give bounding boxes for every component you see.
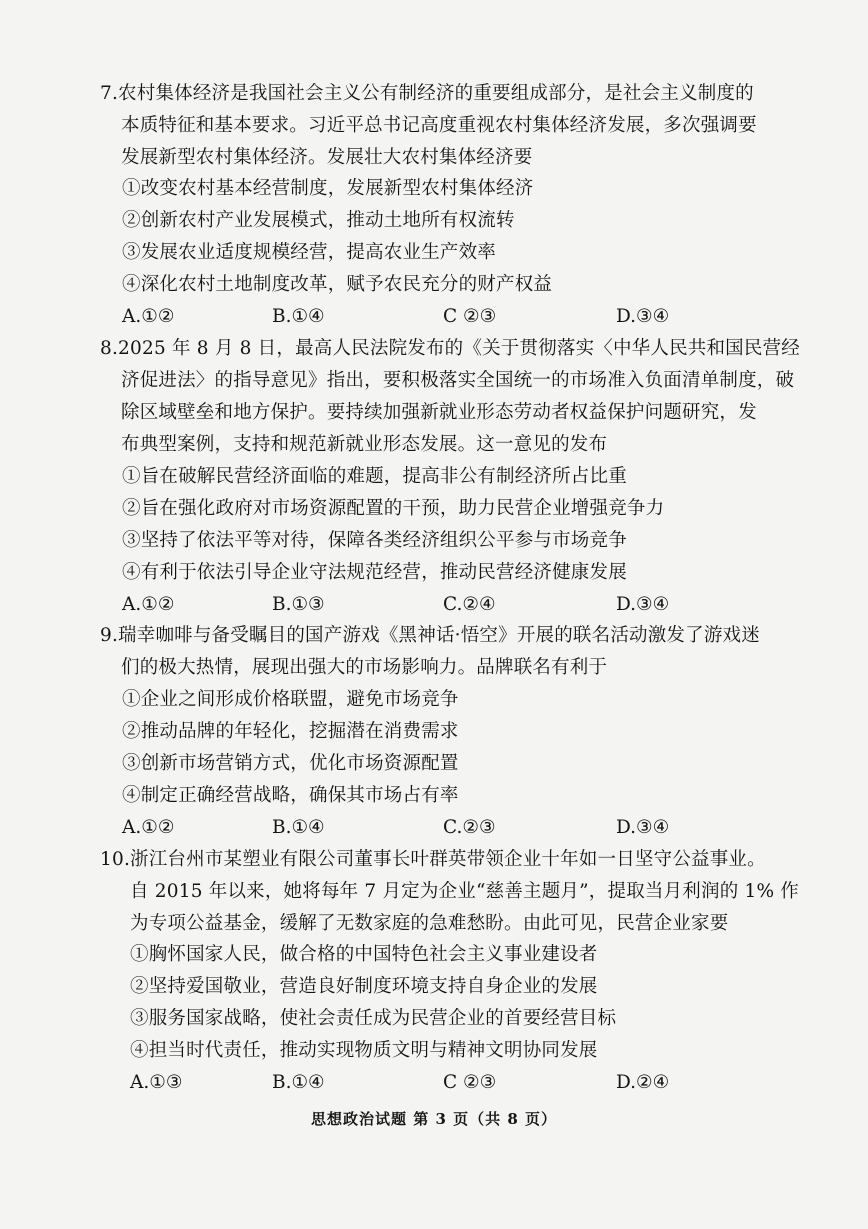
question-10-stem-line-3: 为专项公益基金，缓解了无数家庭的急难愁盼。由此可见，民营企业家要 <box>130 913 729 934</box>
question-7-stem-line-3: 发展新型农村集体经济。发展壮大农村集体经济要 <box>121 147 533 168</box>
question-10-option-3: ③服务国家战略，使社会责任成为民营企业的首要经营目标 <box>130 1008 617 1029</box>
question-7-option-1: ①改变农村基本经营制度，发展新型农村集体经济 <box>122 178 534 199</box>
question-9-stem-line-1: 9.瑞幸咖啡与备受瞩目的国产游戏《黑神话·悟空》开展的联名活动激发了游戏迷 <box>100 625 760 646</box>
question-8-stem-line-2: 济促进法〉的指导意见》指出，要积极落实全国统一的市场准入负面清单制度，破 <box>121 370 795 391</box>
question-8-stem-line-3: 除区域壁垒和地方保护。要持续加强新就业形态劳动者权益保护问题研究，发 <box>121 402 757 423</box>
question-7-stem-line-1: 7.农村集体经济是我国社会主义公有制经济的重要组成部分，是社会主义制度的 <box>100 83 754 104</box>
question-7-choice-d: D.③④ <box>616 306 670 327</box>
question-9-option-4: ④制定正确经营战略，确保其市场占有率 <box>122 785 459 806</box>
question-7-choice-b: B.①④ <box>272 306 325 327</box>
question-8-stem-line-1: 8.2025 年 8 月 8 日，最高人民法院发布的《关于贯彻落实〈中华人民共和国民营经 <box>100 338 800 359</box>
question-7-option-3: ③发展农业适度规模经营，提高农业生产效率 <box>122 242 497 263</box>
question-8-choice-b: B.①③ <box>272 594 325 615</box>
question-10-stem-line-2: 自 2015 年以来，她将每年 7 月定为企业“慈善主题月”，提取当月利润的 1% 作 <box>130 881 800 902</box>
question-9-stem-line-2: 们的极大热情，展现出强大的市场影响力。品牌联名有利于 <box>121 657 608 678</box>
question-8-choice-d: D.③④ <box>616 594 670 615</box>
question-10-choice-c: C ②③ <box>443 1072 497 1093</box>
question-8-choice-a: A.①② <box>122 594 175 615</box>
question-9-choice-c: C.②③ <box>443 817 496 838</box>
question-10-stem-line-1: 10.浙江台州市某塑业有限公司董事长叶群英带领企业十年如一日坚守公益事业。 <box>100 849 766 870</box>
question-10-option-2: ②坚持爱国敬业，营造良好制度环境支持自身企业的发展 <box>130 976 598 997</box>
question-8-option-4: ④有利于依法引导企业守法规范经营，推动民营经济健康发展 <box>122 562 627 583</box>
question-8-option-1: ①旨在破解民营经济面临的难题，提高非公有制经济所占比重 <box>122 466 627 487</box>
question-10-option-1: ①胸怀国家人民，做合格的中国特色社会主义事业建设者 <box>130 944 598 965</box>
question-9-choice-a: A.①② <box>122 817 175 838</box>
question-9-choice-d: D.③④ <box>616 817 670 838</box>
question-10-choice-b: B.①④ <box>272 1072 325 1093</box>
question-10-option-4: ④担当时代责任，推动实现物质文明与精神文明协同发展 <box>130 1040 598 1061</box>
question-9-option-2: ②推动品牌的年轻化，挖掘潜在消费需求 <box>122 721 459 742</box>
question-9-option-1: ①企业之间形成价格联盟，避免市场竞争 <box>122 689 459 710</box>
question-7-choice-a: A.①② <box>122 306 175 327</box>
page-footer: 思想政治试题 第 3 页（共 8 页） <box>311 1110 557 1128</box>
question-10-choice-a: A.①③ <box>130 1072 183 1093</box>
question-10-choice-d: D.②④ <box>616 1072 670 1093</box>
question-9-choice-b: B.①④ <box>272 817 325 838</box>
question-8-stem-line-4: 布典型案例，支持和规范新就业形态发展。这一意见的发布 <box>121 434 608 455</box>
question-9-option-3: ③创新市场营销方式，优化市场资源配置 <box>122 753 459 774</box>
question-8-option-3: ③坚持了依法平等对待，保障各类经济组织公平参与市场竞争 <box>122 530 627 551</box>
question-7-choice-c: C ②③ <box>443 306 497 327</box>
question-7-option-2: ②创新农村产业发展模式，推动土地所有权流转 <box>122 210 515 231</box>
question-7-option-4: ④深化农村土地制度改革，赋予农民充分的财产权益 <box>122 274 553 295</box>
question-8-option-2: ②旨在强化政府对市场资源配置的干预，助力民营企业增强竞争力 <box>122 498 665 519</box>
question-8-choice-c: C.②④ <box>443 594 496 615</box>
question-7-stem-line-2: 本质特征和基本要求。习近平总书记高度重视农村集体经济发展，多次强调要 <box>121 115 757 136</box>
